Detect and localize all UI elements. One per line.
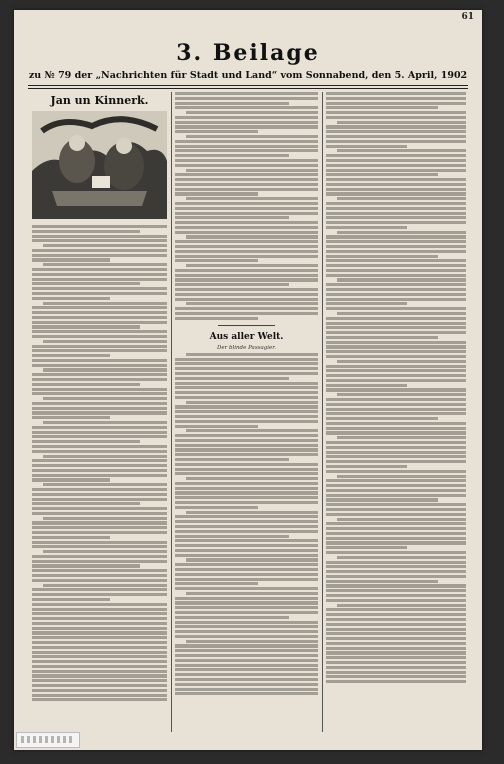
story-text-continued [175,92,318,320]
newspaper-page [14,10,482,750]
article-text [175,353,318,696]
column-divider [171,92,172,732]
page-number: 61 [461,12,474,22]
section-title: Aus aller Welt. [209,331,284,342]
story-text [32,225,167,701]
column-divider [322,92,323,732]
engraving-illustration [32,111,167,219]
header-rule [28,85,468,86]
supplement-title: 3. Beilage [176,40,320,66]
column-middle [175,92,318,732]
column-right [326,92,466,732]
column-left [32,92,167,732]
article-text-right [326,92,466,683]
supplement-subtitle: zu № 79 der „Nachrichten für Stadt und Land“ vom Sonnabend, den 5. April, 1902 [28,70,468,81]
section-subheading: Der blinde Passagier. [216,344,277,351]
section-divider [218,325,275,326]
story-title: Jan un Kinnerk. [50,94,149,107]
archive-stamp [16,732,80,748]
header-rule-thin [28,88,468,89]
